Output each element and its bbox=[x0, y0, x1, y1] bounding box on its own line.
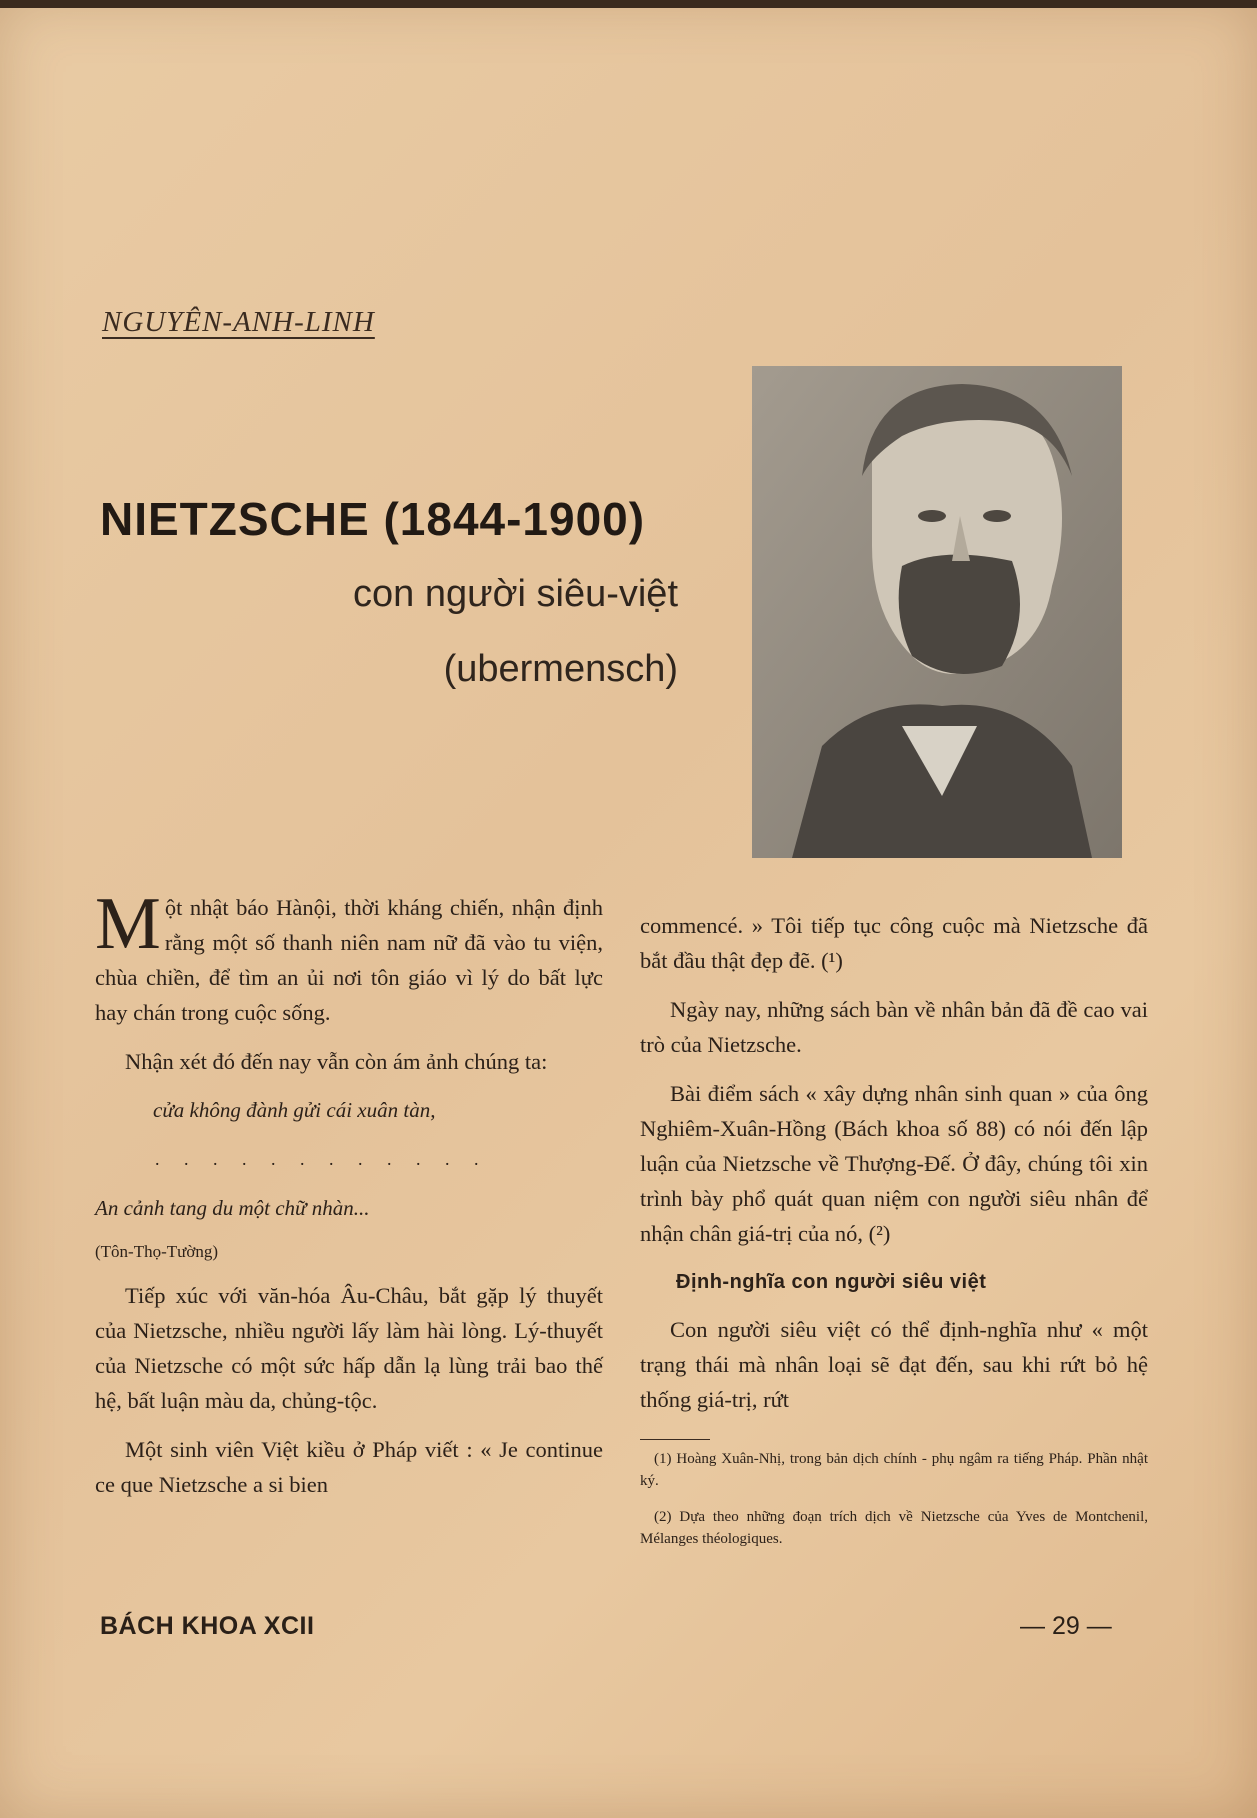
verse-ellipsis: . . . . . . . . . . . . bbox=[155, 1149, 489, 1169]
paragraph: Nhận xét đó đến nay vẫn còn ám ảnh chúng ta: bbox=[125, 1049, 548, 1074]
verse-line: An cảnh tang du một chữ nhàn... bbox=[95, 1196, 370, 1220]
footnote: (2) Dựa theo những đoạn trích dịch về Nietzsche của Yves de Montchenil, Mélanges théologiques. bbox=[640, 1509, 1148, 1547]
publication-name: BÁCH KHOA XCII bbox=[100, 1612, 315, 1640]
section-heading: Định-nghĩa con người siêu việt bbox=[676, 1271, 987, 1293]
paragraph: Tiếp xúc với văn-hóa Âu-Châu, bắt gặp lý thuyết của Nietzsche, nhiều người lấy làm hài lòng. Lý-thuyết của Nietzsche có một sức hấp dẫn lạ lùng trải bao thế hệ, bất luận màu da, chủng-tộc. bbox=[95, 1283, 603, 1413]
intro-paragraph-text: ột nhật báo Hànội, thời kháng chiến, nhận định rằng một số thanh niên nam nữ đã vào tu viện, chùa chiền, để tìm an ủi nơi tôn giáo vì lý do bất lực hay chán trong cuộc sống. bbox=[95, 895, 603, 1025]
nietzsche-portrait-photo bbox=[752, 366, 1122, 858]
page-top-edge bbox=[0, 0, 1257, 8]
article-subtitle: con người siêu-việt bbox=[353, 573, 678, 615]
paragraph: Con người siêu việt có thể định-nghĩa như « một trạng thái mà nhân loại sẽ đạt đến, sau khi rứt bỏ hệ thống giá-trị, rứt bbox=[640, 1317, 1148, 1412]
paragraph: Bài điểm sách « xây dựng nhân sinh quan » của ông Nghiêm-Xuân-Hồng (Bách khoa số 88) có nói đến lập luận của Nietzsche về Thượng-Đế. Ở đây, chúng tôi xin trình bày phổ quát quan niệm con người siêu nhân để nhận chân giá-trị của nó, (²) bbox=[640, 1081, 1148, 1246]
drop-cap: M bbox=[95, 883, 161, 965]
page-number: — 29 — bbox=[1020, 1612, 1112, 1640]
paragraph: commencé. » Tôi tiếp tục công cuộc mà Nietzsche đã bắt đầu thật đẹp đẽ. (¹) bbox=[640, 913, 1148, 973]
paragraph: Ngày nay, những sách bàn về nhân bản đã đề cao vai trò của Nietzsche. bbox=[640, 997, 1148, 1057]
footnote: (1) Hoàng Xuân-Nhị, trong bản dịch chính - phụ ngâm ra tiếng Pháp. Phần nhật ký. bbox=[640, 1451, 1148, 1489]
left-column bbox=[95, 883, 603, 1516]
paragraph: Một sinh viên Việt kiều ở Pháp viết : « Je continue ce que Nietzsche a si bien bbox=[95, 1437, 603, 1497]
author-byline: NGUYÊN-ANH-LINH bbox=[102, 306, 375, 338]
article-title: NIETZSCHE (1844-1900) bbox=[100, 493, 646, 545]
intro-paragraph bbox=[95, 883, 603, 1030]
article-subtitle-german: (ubermensch) bbox=[443, 648, 678, 690]
verse-line: cửa không đành gửi cái xuân tàn, bbox=[153, 1098, 436, 1122]
footnote-divider bbox=[640, 1439, 710, 1440]
right-column bbox=[640, 908, 1148, 1564]
verse-source: (Tôn-Thọ-Tường) bbox=[95, 1242, 219, 1261]
